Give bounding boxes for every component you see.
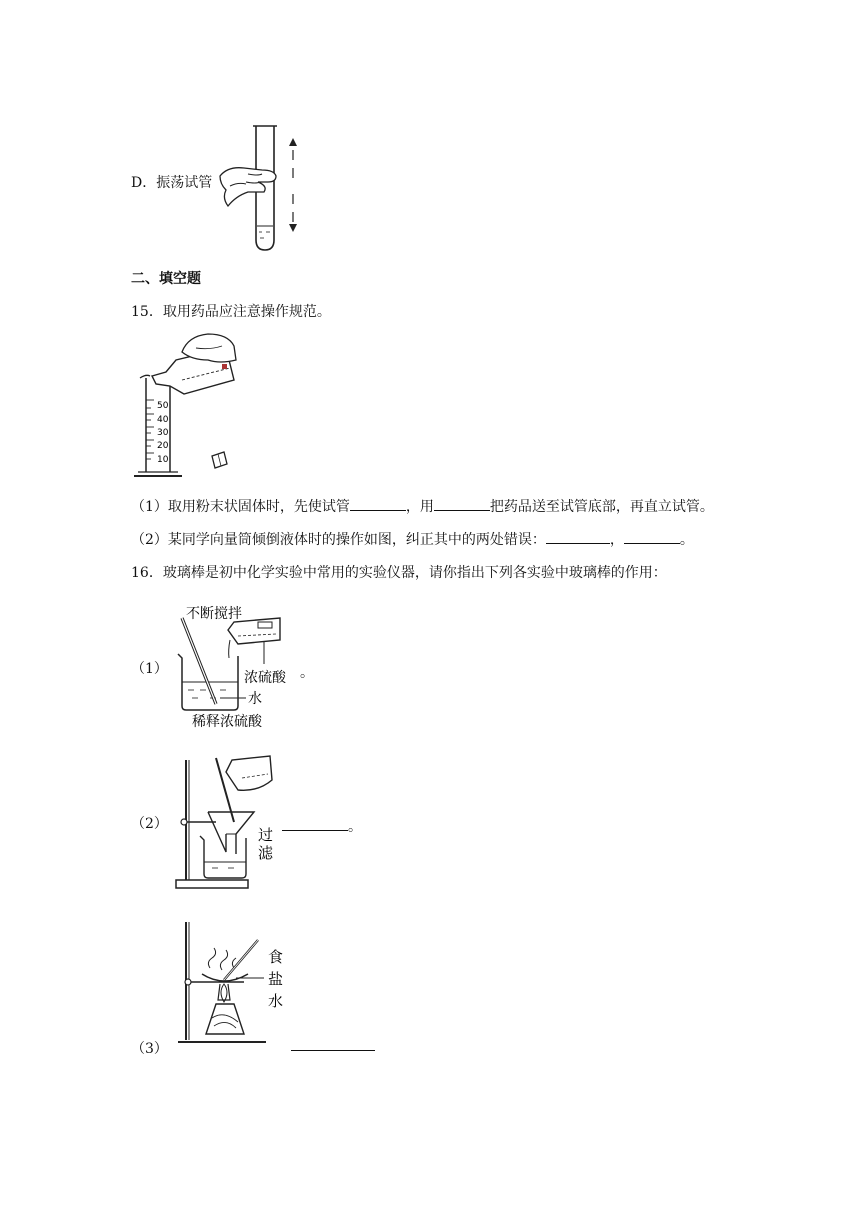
- q15-sub2-blank-2[interactable]: [624, 529, 680, 544]
- q15-sub2-text-a: （2）某同学向量筒倾倒液体时的操作如图，纠正其中的两处错误：: [131, 532, 546, 548]
- label-salt-1: 食: [268, 948, 284, 966]
- label-salt-2: 盐: [268, 970, 284, 988]
- q15-sub1-blank-1[interactable]: [350, 496, 406, 511]
- label-filter-2: 滤: [258, 844, 274, 862]
- q15-sub1-text-a: （1）取用粉末状固体时，先使试管: [131, 499, 350, 515]
- q15-sub2: [131, 529, 694, 549]
- label-keep-stirring: 不断搅拌: [186, 606, 242, 622]
- q15-sub2-text-c: 。: [679, 532, 694, 548]
- label-filter-1: 过: [258, 826, 274, 844]
- label-water: 水: [248, 691, 262, 707]
- q16-part3-blank[interactable]: [291, 1036, 375, 1051]
- q15-sub1-text-b: ，用: [405, 499, 434, 515]
- q16-part1-tail: 。: [300, 665, 314, 681]
- q16-part2-tail: 。: [348, 819, 362, 835]
- filtration-figure: [172, 752, 282, 892]
- label-dilute-acid-caption: 稀释浓硫酸: [192, 714, 262, 730]
- pouring-into-cylinder-figure: [130, 330, 260, 480]
- shaking-test-tube-figure: [218, 122, 308, 252]
- q15-sub1: [131, 496, 714, 516]
- label-salt-3: 水: [268, 992, 284, 1010]
- q16-part2-number: （2）: [131, 816, 168, 832]
- cylinder-tick-40: 40: [157, 415, 169, 425]
- q16-part2-blank[interactable]: [282, 816, 348, 831]
- q16-part3-number: （3）: [131, 1041, 168, 1057]
- q16-part1-number: （1）: [131, 661, 168, 677]
- q15-sub2-blank-1[interactable]: [546, 529, 610, 544]
- cylinder-tick-20: 20: [157, 441, 169, 451]
- option-d-label: D．振荡试管: [131, 175, 213, 191]
- q16-part2-answer: [282, 816, 362, 836]
- section-heading: 二、填空题: [131, 271, 201, 287]
- q15-sub1-text-c: 把药品送至试管底部，再直立试管。: [489, 499, 714, 515]
- label-conc-sulfuric-acid: 浓硫酸: [244, 670, 286, 686]
- evaporation-figure: [172, 918, 292, 1048]
- q15-sub1-blank-2[interactable]: [434, 496, 490, 511]
- cylinder-tick-50: 50: [157, 401, 169, 411]
- q15-sub2-text-b: ，: [609, 532, 624, 548]
- q15-stem: 15．取用药品应注意操作规范。: [131, 304, 331, 320]
- cylinder-tick-10: 10: [157, 455, 169, 465]
- q16-part3-answer: [291, 1036, 375, 1056]
- cylinder-tick-30: 30: [157, 428, 169, 438]
- q16-stem: 16．玻璃棒是初中化学实验中常用的实验仪器，请你指出下列各实验中玻璃棒的作用：: [131, 565, 667, 581]
